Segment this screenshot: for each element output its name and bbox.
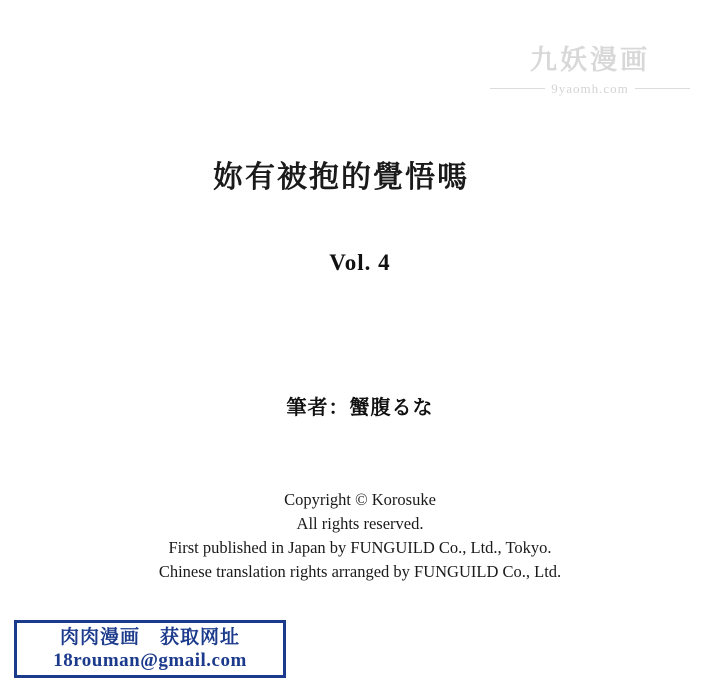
copyright-line-3: First published in Japan by FUNGUILD Co., Ltd., Tokyo. xyxy=(168,538,552,557)
promo-banner xyxy=(14,620,286,678)
watermark-subtitle-row xyxy=(490,81,690,97)
page-title: 妳有被抱的覺悟嗎 xyxy=(213,161,469,194)
copyright-block xyxy=(0,488,720,584)
watermark-rule-left xyxy=(490,88,545,89)
copyright-line-2: All rights reserved. xyxy=(296,514,424,533)
watermark-rule-right xyxy=(635,88,690,89)
watermark-title: 九妖漫画 xyxy=(530,45,650,75)
copyright-line-4: Chinese translation rights arranged by FUNGUILD Co., Ltd. xyxy=(158,562,562,581)
volume-label: Vol. 4 xyxy=(329,250,391,275)
author-credit: 筆者：蟹腹るな xyxy=(286,397,434,419)
site-watermark xyxy=(490,46,690,97)
promo-contact-email: 18rouman@gmail.com xyxy=(53,649,247,671)
promo-site-name: 肉肉漫画 获取网址 xyxy=(59,626,240,648)
copyright-line-1: Copyright © Korosuke xyxy=(284,490,436,509)
watermark-subtitle: 9yaomh.com xyxy=(551,80,629,96)
